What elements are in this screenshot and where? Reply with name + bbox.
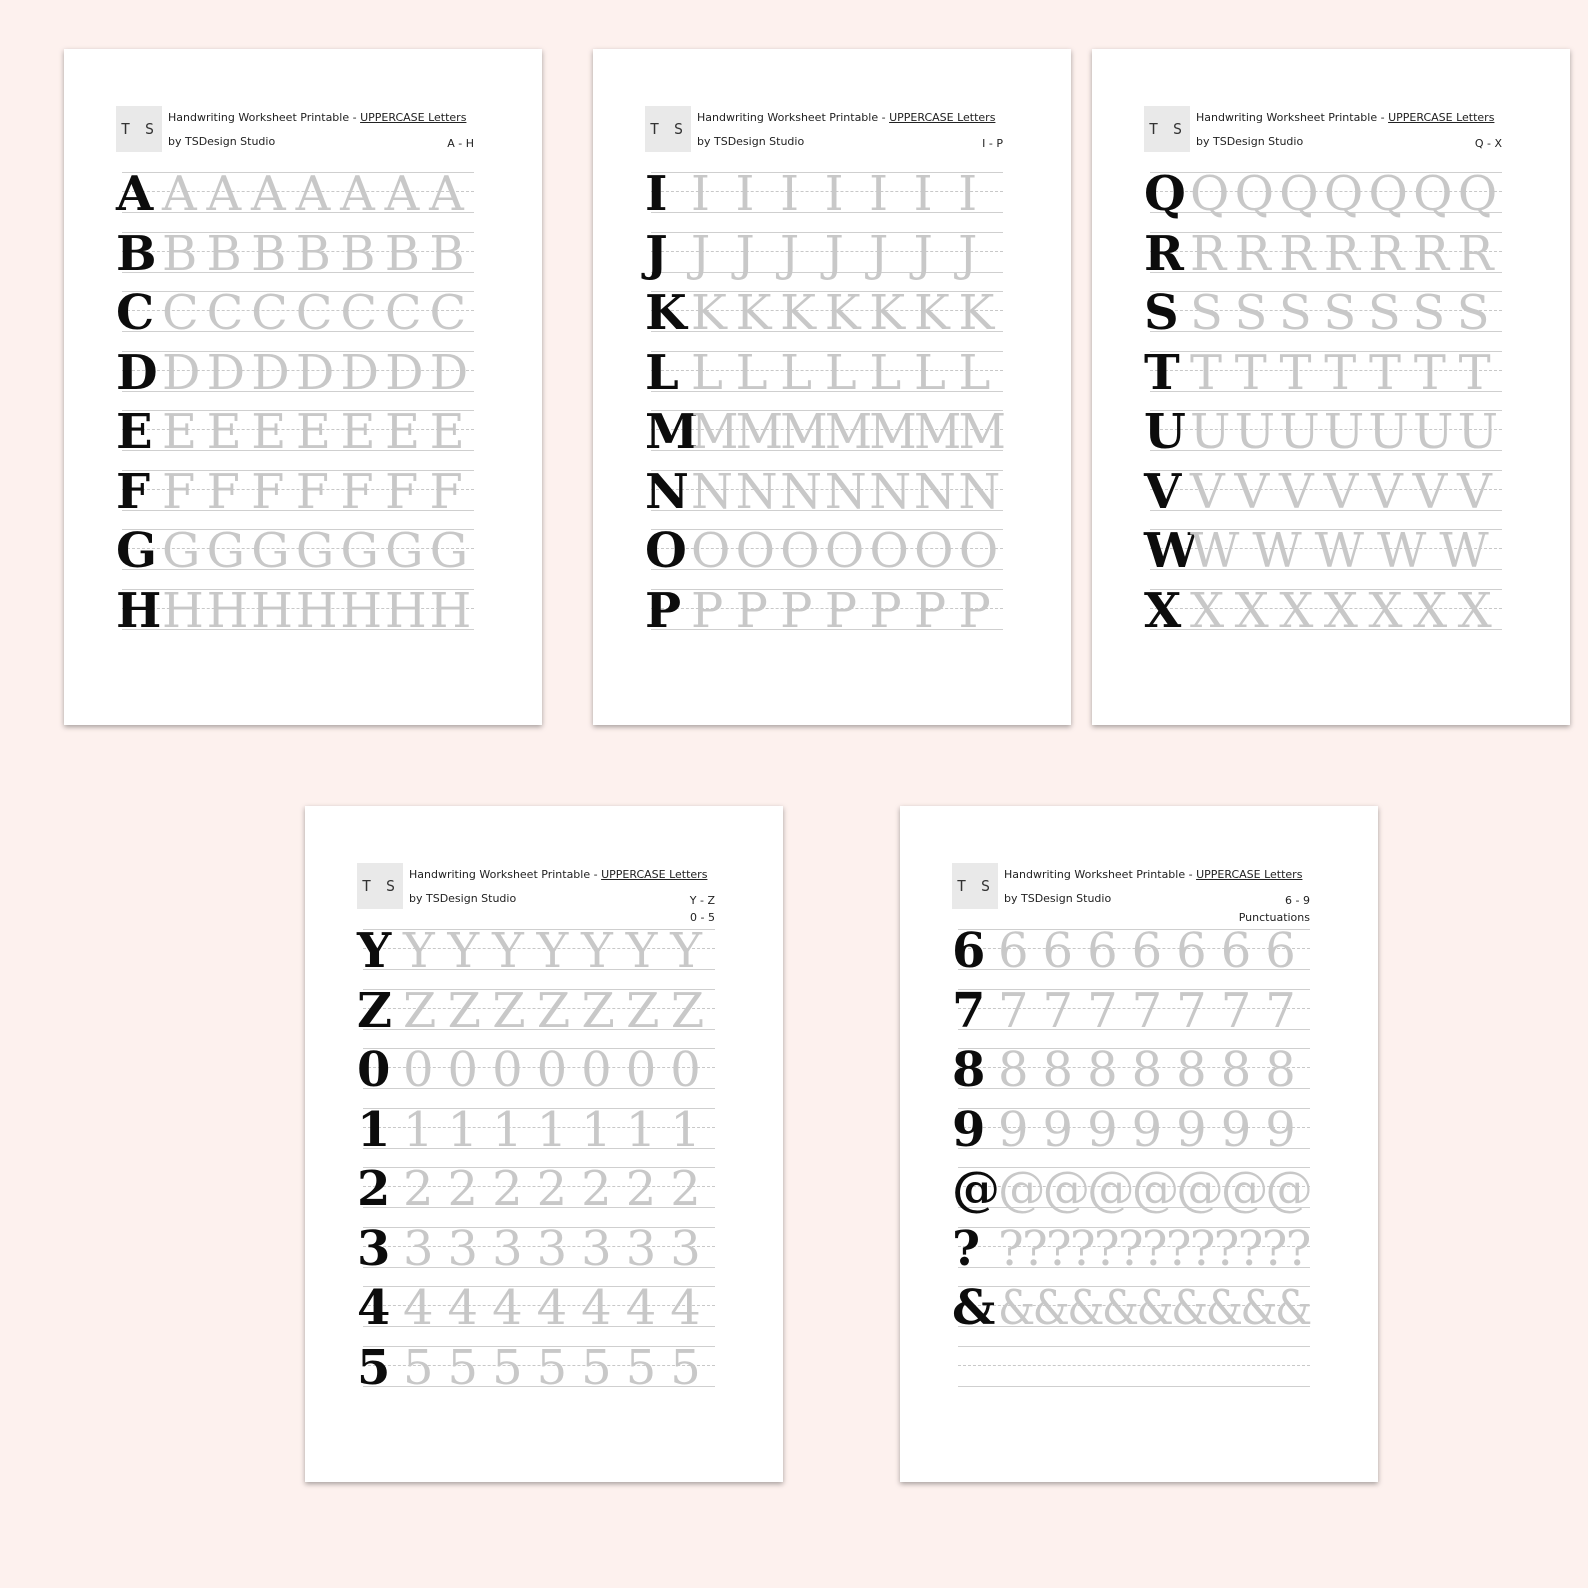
practice-row	[357, 1042, 715, 1108]
title-link: UPPERCASE Letters	[889, 111, 996, 124]
practice-row	[952, 982, 1310, 1049]
model-character: X	[1144, 582, 1182, 639]
practice-rows	[116, 166, 475, 648]
worksheet-header	[1144, 106, 1502, 154]
trace-characters: 5555555	[403, 1339, 715, 1396]
practice-row	[1144, 225, 1502, 292]
model-character: G	[116, 523, 157, 579]
practice-row	[1144, 166, 1503, 232]
model-character: O	[645, 523, 687, 579]
trace-characters: VVVVVVV	[1190, 463, 1502, 520]
trace-characters: CCCCCCC	[162, 285, 475, 341]
practice-row	[116, 404, 475, 470]
trace-characters: IIIIIII	[691, 166, 1003, 222]
trace-characters: 0000000	[403, 1042, 715, 1098]
model-character: S	[1144, 285, 1179, 341]
ts-logo: T S	[952, 863, 998, 909]
model-character: B	[116, 225, 157, 282]
model-character: F	[116, 463, 151, 520]
model-character: U	[1144, 404, 1186, 460]
trace-characters: PPPPPPP	[691, 582, 1004, 639]
model-character: Y	[357, 923, 392, 979]
practice-row	[952, 1042, 1310, 1108]
model-character: 1	[357, 1101, 391, 1158]
model-character: 5	[357, 1339, 391, 1396]
practice-row	[116, 523, 475, 589]
model-character: &	[952, 1280, 996, 1336]
practice-row	[357, 1101, 715, 1168]
practice-row	[1144, 285, 1503, 351]
byline: by TSDesign Studio	[1004, 892, 1112, 905]
trace-characters: UUUUUUU	[1190, 404, 1503, 460]
trace-characters: 4444444	[403, 1280, 715, 1336]
byline: by TSDesign Studio	[1196, 135, 1304, 148]
model-character: V	[1144, 463, 1182, 520]
trace-characters: ZZZZZZZ	[403, 982, 716, 1039]
title-link: UPPERCASE Letters	[1388, 111, 1495, 124]
trace-characters: TTTTTTT	[1190, 344, 1503, 401]
page-range: 6 - 9 Punctuations	[1238, 894, 1310, 924]
worksheet-page-y-5	[305, 806, 783, 1482]
trace-characters: QQQQQQQ	[1190, 166, 1503, 222]
practice-rows	[1144, 166, 1503, 648]
practice-row	[1144, 344, 1503, 411]
worksheet-page-a-h	[64, 49, 542, 725]
worksheet-header	[116, 106, 474, 154]
model-character: A	[116, 166, 154, 222]
practice-row	[357, 1339, 715, 1406]
model-character: @	[952, 1161, 1000, 1217]
trace-characters: BBBBBBB	[162, 225, 474, 282]
worksheet-header	[645, 106, 1003, 154]
model-character: M	[645, 404, 699, 460]
model-character: N	[645, 463, 689, 520]
trace-characters: AAAAAAA	[162, 166, 474, 222]
practice-row	[1144, 582, 1503, 649]
practice-row	[645, 344, 1004, 411]
model-character: T	[1144, 344, 1180, 401]
practice-row	[952, 1280, 1310, 1346]
practice-row	[645, 523, 1004, 589]
worksheet-page-6-punctuation	[900, 806, 1378, 1482]
ts-logo: T S	[116, 106, 162, 152]
practice-row	[116, 344, 475, 411]
guide-line	[958, 1346, 1310, 1347]
practice-rows	[952, 923, 1310, 1405]
practice-row	[116, 166, 474, 232]
practice-row	[1144, 523, 1502, 589]
trace-characters: 1111111	[403, 1101, 715, 1158]
dashed-midline	[958, 1365, 1310, 1366]
model-character: I	[645, 166, 668, 222]
practice-row	[116, 582, 475, 649]
worksheet-page-q-x	[1092, 49, 1570, 725]
model-character: 3	[357, 1220, 391, 1277]
model-character: W	[1144, 523, 1198, 579]
model-character: 8	[952, 1042, 986, 1098]
trace-characters: EEEEEEE	[162, 404, 475, 460]
page-range: Q - X	[1474, 137, 1502, 150]
ts-logo: T S	[1144, 106, 1190, 152]
practice-row	[645, 463, 1003, 530]
worksheet-title: Handwriting Worksheet Printable - UPPERCASE Letters	[697, 111, 996, 124]
trace-characters: 8888888	[998, 1042, 1310, 1098]
practice-row	[116, 225, 474, 292]
practice-row	[1144, 404, 1503, 470]
model-character: 0	[357, 1042, 391, 1098]
trace-characters: 6666666	[998, 923, 1310, 979]
title-link: UPPERCASE Letters	[601, 868, 708, 881]
model-character: E	[116, 404, 153, 460]
model-character: H	[116, 582, 162, 639]
trace-characters: DDDDDDD	[162, 344, 475, 401]
model-character: 2	[357, 1161, 391, 1217]
worksheet-title: Handwriting Worksheet Printable - UPPERCASE Letters	[409, 868, 708, 881]
trace-characters: @@@@@@@	[998, 1161, 1310, 1217]
trace-characters: FFFFFFF	[162, 463, 475, 520]
byline: by TSDesign Studio	[168, 135, 276, 148]
trace-characters: ?????????????	[998, 1220, 1310, 1277]
practice-row	[645, 166, 1003, 232]
title-link: UPPERCASE Letters	[1196, 868, 1303, 881]
practice-row	[116, 285, 475, 351]
practice-row	[952, 1101, 1310, 1168]
title-link: UPPERCASE Letters	[360, 111, 467, 124]
guide-line	[958, 1386, 1310, 1387]
trace-characters: LLLLLLL	[691, 344, 1004, 401]
page-range: A - H	[447, 137, 474, 150]
practice-row	[357, 1161, 715, 1227]
ts-logo: T S	[645, 106, 691, 152]
model-character: C	[116, 285, 155, 341]
byline: by TSDesign Studio	[697, 135, 805, 148]
trace-characters: WWWWW	[1190, 523, 1502, 579]
model-character: D	[116, 344, 158, 401]
ts-logo: T S	[357, 863, 403, 909]
practice-row	[952, 923, 1310, 989]
model-character: Q	[1144, 166, 1186, 222]
trace-characters: JJJJJJJ	[691, 225, 1003, 282]
model-character: L	[645, 344, 679, 401]
worksheet-title: Handwriting Worksheet Printable - UPPERCASE Letters	[168, 111, 467, 124]
worksheet-title: Handwriting Worksheet Printable - UPPERCASE Letters	[1196, 111, 1495, 124]
model-character: 9	[952, 1101, 986, 1158]
model-character: J	[645, 225, 668, 282]
trace-characters: OOOOOOO	[691, 523, 1004, 579]
trace-characters: HHHHHHH	[162, 582, 475, 639]
byline: by TSDesign Studio	[409, 892, 517, 905]
page-range: I - P	[982, 137, 1003, 150]
practice-row	[357, 1280, 715, 1346]
practice-row	[116, 463, 475, 530]
practice-row	[645, 225, 1003, 292]
model-character: 7	[952, 982, 986, 1039]
trace-characters: &&&&&&&&&	[998, 1280, 1310, 1336]
worksheet-title: Handwriting Worksheet Printable - UPPERCASE Letters	[1004, 868, 1303, 881]
trace-characters: 2222222	[403, 1161, 715, 1217]
model-character: ?	[952, 1220, 981, 1277]
trace-characters: GGGGGGG	[162, 523, 475, 579]
model-character: R	[1144, 225, 1184, 282]
practice-rows	[645, 166, 1004, 648]
trace-characters: 3333333	[403, 1220, 715, 1277]
trace-characters: NNNNNNN	[691, 463, 1003, 520]
practice-row	[357, 1220, 715, 1287]
worksheet-header	[357, 863, 715, 924]
worksheet-header	[952, 863, 1310, 924]
model-character: 6	[952, 923, 986, 979]
practice-row	[952, 1161, 1310, 1227]
practice-row	[645, 582, 1004, 649]
trace-characters: SSSSSSS	[1190, 285, 1503, 341]
model-character: 4	[357, 1280, 391, 1336]
practice-row	[357, 923, 715, 989]
trace-characters: MMMMMMM	[691, 404, 1004, 460]
worksheet-page-i-p	[593, 49, 1071, 725]
trace-characters: KKKKKKK	[691, 285, 1004, 341]
trace-characters: 9999999	[998, 1101, 1310, 1158]
practice-row	[645, 404, 1004, 470]
practice-row	[357, 982, 716, 1049]
page-range: Y - Z 0 - 5	[689, 894, 715, 924]
trace-characters: XXXXXXX	[1190, 582, 1503, 639]
trace-characters: YYYYYYY	[403, 923, 715, 979]
practice-row	[645, 285, 1004, 351]
trace-characters: RRRRRRR	[1190, 225, 1502, 282]
practice-row	[952, 1346, 1310, 1406]
practice-row	[1144, 463, 1502, 530]
model-character: Z	[357, 982, 393, 1039]
practice-row	[952, 1220, 1310, 1287]
model-character: P	[645, 582, 682, 639]
practice-rows	[357, 923, 716, 1405]
trace-characters: 7777777	[998, 982, 1310, 1039]
model-character: K	[645, 285, 687, 341]
